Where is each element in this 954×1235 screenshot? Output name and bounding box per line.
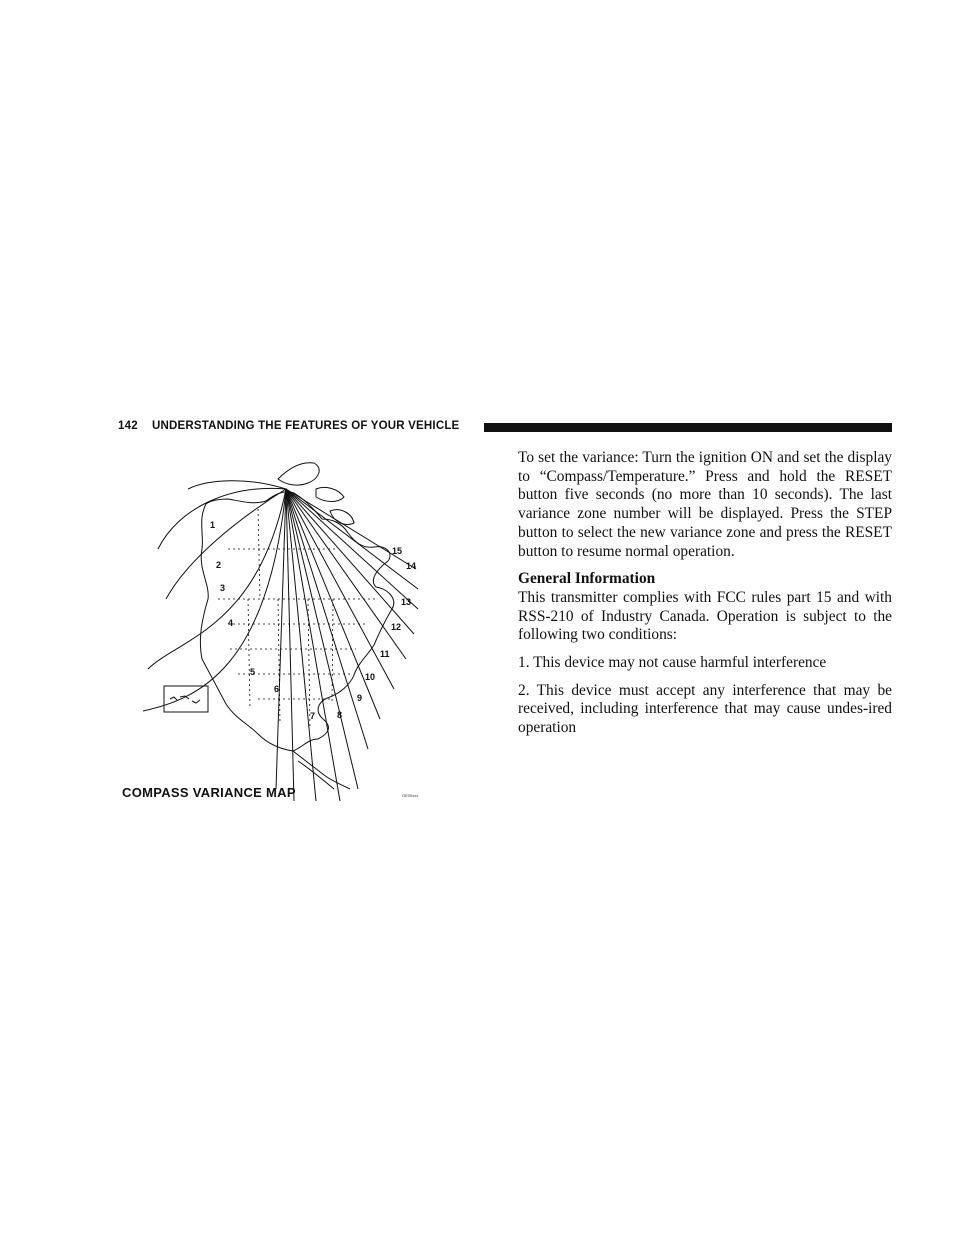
zone-label: 14 bbox=[406, 561, 417, 571]
paragraph-set-variance: To set the variance: Turn the ignition ON and set the display to “Compass/Temperature.” Press and hold the RESET button five seconds (no more than 10 seconds). The last variance zone number will be displayed. Press the STEP button to select the new variance zone and press the RESET button to resume normal operation. bbox=[518, 449, 892, 560]
zone-label: 15 bbox=[392, 546, 403, 556]
figure-code: GE00xxx bbox=[402, 793, 419, 798]
zone-label: 1 bbox=[210, 520, 216, 530]
zone-label: 9 bbox=[357, 693, 363, 703]
zone-label: 5 bbox=[250, 667, 256, 677]
zone-label: 8 bbox=[337, 710, 343, 720]
zone-label: 4 bbox=[228, 618, 234, 628]
zone-label: 12 bbox=[391, 622, 402, 632]
compass-variance-map-drawing bbox=[118, 449, 428, 809]
zone-label: 7 bbox=[310, 711, 316, 721]
zone-label: 6 bbox=[274, 684, 280, 694]
paragraph-fcc-compliance: This transmitter complies with FCC rules part 15 and with RSS-210 of Industry Canada. Operation is subject to the following two conditions: bbox=[518, 588, 892, 644]
compass-variance-map-figure bbox=[118, 449, 428, 809]
header-rule bbox=[484, 423, 892, 432]
body-text-column bbox=[518, 449, 892, 747]
condition-item-2: 2. This device must accept any interference that may be received, including interference that may cause undes-ired operation bbox=[518, 681, 892, 737]
figure-caption: COMPASS VARIANCE MAP bbox=[122, 785, 296, 800]
zone-label: 10 bbox=[365, 672, 376, 682]
zone-label: 3 bbox=[220, 583, 226, 593]
condition-item-1: 1. This device may not cause harmful interference bbox=[518, 654, 827, 672]
zone-label: 11 bbox=[380, 649, 390, 659]
section-title: UNDERSTANDING THE FEATURES OF YOUR VEHICLE bbox=[152, 420, 460, 432]
zone-label: 2 bbox=[216, 560, 222, 570]
page-header bbox=[118, 419, 892, 437]
zone-label: 13 bbox=[401, 597, 412, 607]
subheading-general-information: General Information bbox=[518, 570, 656, 588]
page-number: 142 bbox=[118, 420, 138, 432]
